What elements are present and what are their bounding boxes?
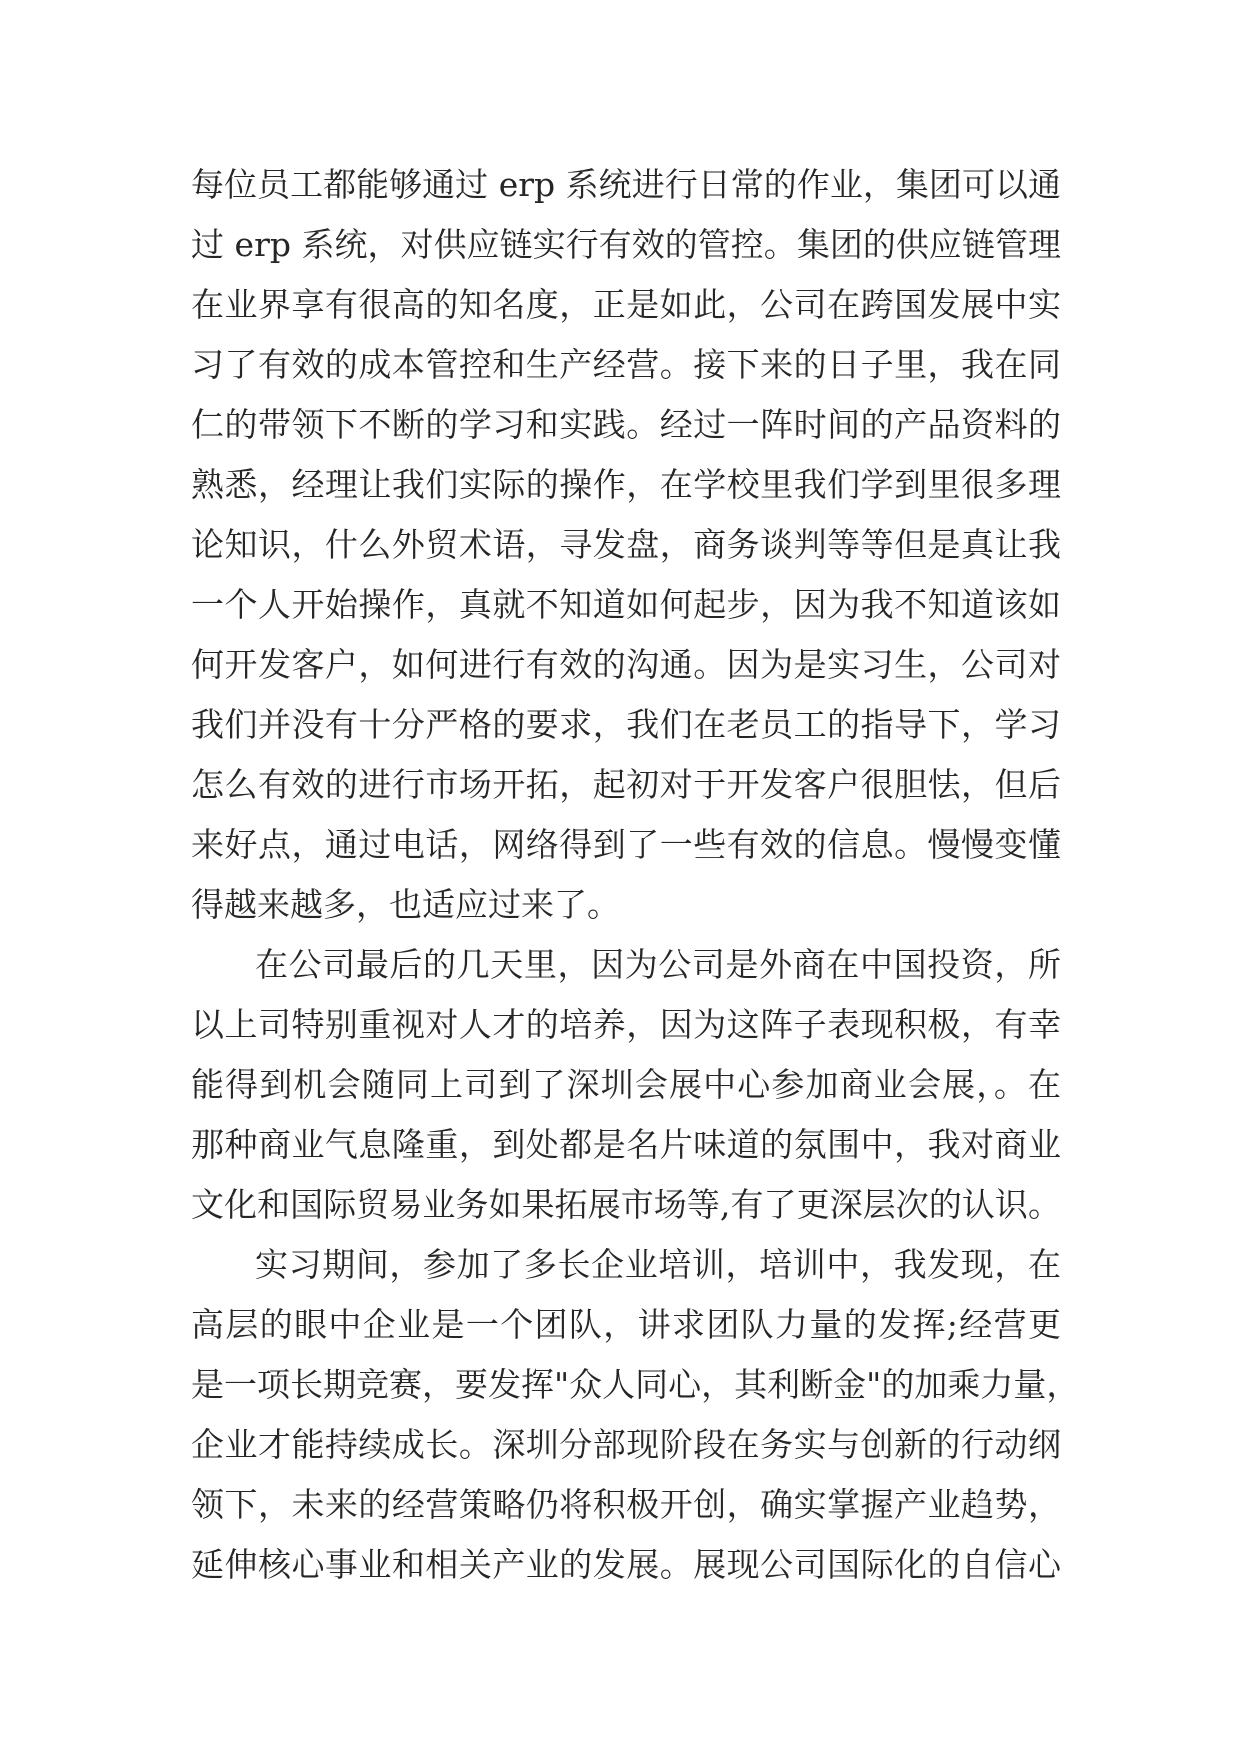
text-line: 论知识，什么外贸术语，寻发盘，商务谈判等等但是真让我 [191,525,1061,564]
text-line: 文化和国际贸易业务如果拓展市场等,有了更深层次的认识。 [191,1185,1061,1224]
text-line: 以上司特别重视对人才的培养，因为这阵子表现积极，有幸 [191,1005,1061,1044]
paragraph-first-line: 在公司最后的几天里，因为公司是外商在中国投资，所 [255,945,1061,984]
text-line: 延伸核心事业和相关产业的发展。展现公司国际化的自信心 [191,1545,1061,1584]
text-line: 企业才能持续成长。深圳分部现阶段在务实与创新的行动纲 [191,1425,1061,1464]
text-line: 是一项长期竞赛，要发挥"众人同心，其利断金"的加乘力量， [191,1365,1080,1404]
text-line: 一个人开始操作，真就不知道如何起步，因为我不知道该如 [191,585,1061,624]
text-line: 高层的眼中企业是一个团队，讲求团队力量的发挥;经营更 [191,1305,1061,1344]
text-line: 得越来越多，也适应过来了。 [191,885,620,924]
text-line: 过 erp 系统，对供应链实行有效的管控。集团的供应链管理 [191,225,1061,264]
text-line: 仁的带领下不断的学习和实践。经过一阵时间的产品资料的 [191,405,1061,444]
text-line: 习了有效的成本管控和生产经营。接下来的日子里，我在同 [191,345,1061,384]
text-line: 在业界享有很高的知名度，正是如此，公司在跨国发展中实 [191,285,1061,324]
text-line: 那种商业气息隆重，到处都是名片味道的氛围中，我对商业 [191,1125,1061,1164]
paragraph-first-line: 实习期间，参加了多长企业培训，培训中，我发现，在 [255,1245,1061,1284]
text-line: 何开发客户，如何进行有效的沟通。因为是实习生，公司对 [191,645,1061,684]
text-line: 来好点，通过电话，网络得到了一些有效的信息。慢慢变懂 [191,825,1061,864]
text-line: 能得到机会随同上司到了深圳会展中心参加商业会展，。在 [191,1065,1061,1104]
text-line: 熟悉，经理让我们实际的操作，在学校里我们学到里很多理 [191,465,1061,504]
text-line: 我们并没有十分严格的要求，我们在老员工的指导下，学习 [191,705,1061,744]
text-line: 领下，未来的经营策略仍将积极开创，确实掌握产业趋势， [191,1485,1061,1524]
text-line: 怎么有效的进行市场开拓，起初对于开发客户很胆怯，但后 [191,765,1061,804]
text-line: 每位员工都能够通过 erp 系统进行日常的作业，集团可以通 [191,165,1061,204]
